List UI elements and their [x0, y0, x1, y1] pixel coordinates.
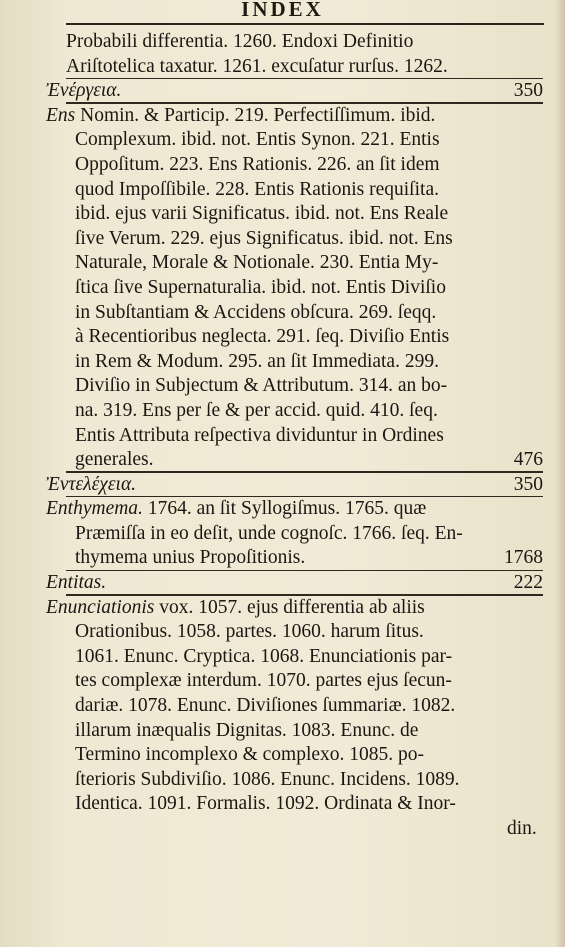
- index-line-text: [75, 694, 455, 719]
- index-entry-text: din.: [507, 818, 537, 839]
- index-line: [0, 719, 565, 744]
- index-line-text: [75, 522, 463, 547]
- index-line: [0, 448, 565, 473]
- index-line-text: [75, 128, 440, 153]
- index-line-text: [75, 620, 424, 645]
- index-line: [0, 792, 565, 817]
- index-entry-text: Orationibus. 1058. partes. 1060. harum ſitus.: [75, 621, 424, 643]
- index-line-text: [75, 743, 424, 768]
- index-line: [0, 350, 565, 375]
- index-line-text: [75, 153, 440, 178]
- page-reference: 1768: [504, 547, 543, 569]
- index-entry-text: 1764. an ſit Syllogiſmus. 1765. quæ: [142, 498, 427, 520]
- index-line: [0, 399, 565, 424]
- index-entry-text: thymema unius Propoſitionis.: [75, 547, 306, 569]
- index-line: [0, 473, 565, 498]
- page-edge-shadow: [555, 0, 565, 947]
- index-line: [0, 276, 565, 301]
- index-line-text: [75, 227, 453, 252]
- index-line-text: [75, 178, 439, 203]
- index-entry-text: Entis Attributa reſpectiva dividuntur in Ordines: [75, 424, 444, 446]
- index-line-text: [75, 350, 439, 375]
- index-line: [0, 694, 565, 719]
- index-line: [0, 620, 565, 645]
- index-entry-text: Probabili differentia. 1260. Endoxi Definitio: [66, 31, 414, 52]
- header-rule: [66, 23, 544, 25]
- index-line-text: [46, 596, 425, 621]
- index-line: [0, 743, 565, 768]
- index-entry-text: Ariſtotelica taxatur. 1261. excuſatur rurſus. 1262.: [66, 55, 448, 77]
- index-line: [0, 424, 565, 449]
- index-text-block: [0, 30, 565, 842]
- index-line: [0, 79, 565, 104]
- index-entry-text: Nomin. & Particip. 219. Perfectiſſimum. ibid.: [75, 104, 436, 126]
- index-line-text: [75, 325, 449, 350]
- index-line-text: [46, 497, 426, 522]
- index-entry-text: Diviſio in Subjectum & Attributum. 314. an bo-: [75, 375, 448, 397]
- index-line: [0, 522, 565, 547]
- index-line-text: [75, 251, 438, 276]
- index-entry-text: ſive Verum. 229. ejus Significatus. ibid. not. Ens: [75, 227, 453, 249]
- index-line: [0, 202, 565, 227]
- index-line-text: [46, 79, 121, 104]
- index-entry-text: Præmiſſa in eo deſit, unde cognoſc. 1766. ſeq. En-: [75, 522, 463, 544]
- index-headword: Ens: [46, 104, 76, 126]
- index-line-text: [75, 546, 305, 571]
- index-line: [0, 497, 565, 522]
- index-line-text: [46, 473, 136, 498]
- index-entry-text: 1061. Enunc. Cryptica. 1068. Enunciationis par-: [75, 645, 453, 667]
- page-reference: 350: [513, 473, 543, 495]
- index-line-text: [75, 374, 447, 399]
- index-headword: Enthymema.: [46, 498, 143, 520]
- index-line-text: [46, 571, 106, 596]
- index-line-text: [75, 645, 452, 670]
- index-line: [0, 374, 565, 399]
- index-line-text: [75, 399, 438, 424]
- index-line: [0, 104, 565, 129]
- page-reference: 350: [513, 80, 543, 102]
- index-line: [0, 768, 565, 793]
- index-entry-text: generales.: [75, 449, 154, 471]
- index-line: [0, 571, 565, 596]
- index-line-text: [66, 30, 413, 55]
- index-line: [0, 546, 565, 571]
- index-entry-text: vox. 1057. ejus differentia ab aliis: [154, 596, 425, 618]
- index-line: [0, 325, 565, 350]
- index-entry-text: à Recentioribus neglecta. 291. ſeq. Diviſio Entis: [75, 326, 450, 348]
- index-line-text: [75, 424, 444, 449]
- index-entry-text: ſterioris Subdiviſio. 1086. Enunc. Incidens. 1089.: [75, 768, 460, 790]
- index-line-text: [75, 792, 456, 817]
- index-entry-text: Complexum. ibid. not. Entis Synon. 221. Entis: [75, 129, 440, 151]
- index-line-text: [75, 276, 446, 301]
- index-line: [0, 178, 565, 203]
- index-line-text: [75, 768, 460, 793]
- index-line-text: [75, 448, 154, 473]
- index-line: [0, 817, 565, 842]
- index-headword: Ἐνέργεια.: [46, 80, 122, 102]
- index-line: [0, 669, 565, 694]
- index-line: [0, 153, 565, 178]
- index-entry-text: na. 319. Ens per ſe & per accid. quid. 410. ſeq.: [75, 399, 438, 421]
- index-line-text: [75, 202, 448, 227]
- index-entry-text: Oppoſitum. 223. Ens Rationis. 226. an ſit idem: [75, 153, 440, 175]
- index-headword: Enunciationis: [46, 596, 155, 618]
- index-entry-text: Naturale, Morale & Notionale. 230. Entia My-: [75, 252, 439, 274]
- index-line: [0, 227, 565, 252]
- index-line-text: [75, 719, 418, 744]
- index-line-text: [66, 55, 448, 80]
- index-line-text: [75, 669, 452, 694]
- page-reference: 476: [513, 449, 543, 471]
- index-headword: Entitas.: [46, 572, 107, 594]
- index-entry-text: in Subſtantiam & Accidens obſcura. 269. ſeqq.: [75, 301, 437, 323]
- index-line: [0, 251, 565, 276]
- index-line: [0, 128, 565, 153]
- index-entry-text: in Rem & Modum. 295. an ſit Immediata. 299.: [75, 350, 439, 372]
- index-entry-text: quod Impoſſibile. 228. Entis Rationis requiſita.: [75, 178, 439, 200]
- index-entry-text: Identica. 1091. Formalis. 1092. Ordinata & Inor-: [75, 793, 456, 815]
- index-line: [0, 301, 565, 326]
- index-line: [0, 55, 565, 80]
- index-entry-text: illarum inæqualis Dignitas. 1083. Enunc. de: [75, 719, 419, 741]
- index-line-text: [75, 301, 436, 326]
- index-entry-text: ſtica ſive Supernaturalia. ibid. not. Entis Diviſio: [75, 276, 446, 298]
- index-line: [0, 30, 565, 55]
- index-line-text: [46, 104, 435, 129]
- index-entry-text: tes complexæ interdum. 1070. partes ejus ſecun-: [75, 670, 452, 692]
- running-head: INDEX: [241, 0, 324, 21]
- index-entry-text: Termino incomplexo & complexo. 1085. po-: [75, 744, 425, 766]
- index-line: [0, 645, 565, 670]
- index-entry-text: ibid. ejus varii Significatus. ibid. not. Ens Reale: [75, 203, 449, 225]
- index-line-text: [507, 817, 537, 842]
- page-reference: 222: [513, 572, 543, 594]
- index-entry-text: dariæ. 1078. Enunc. Diviſiones ſummariæ. 1082.: [75, 695, 456, 717]
- index-headword: Ἐντελέχεια.: [46, 473, 137, 495]
- index-line: [0, 596, 565, 621]
